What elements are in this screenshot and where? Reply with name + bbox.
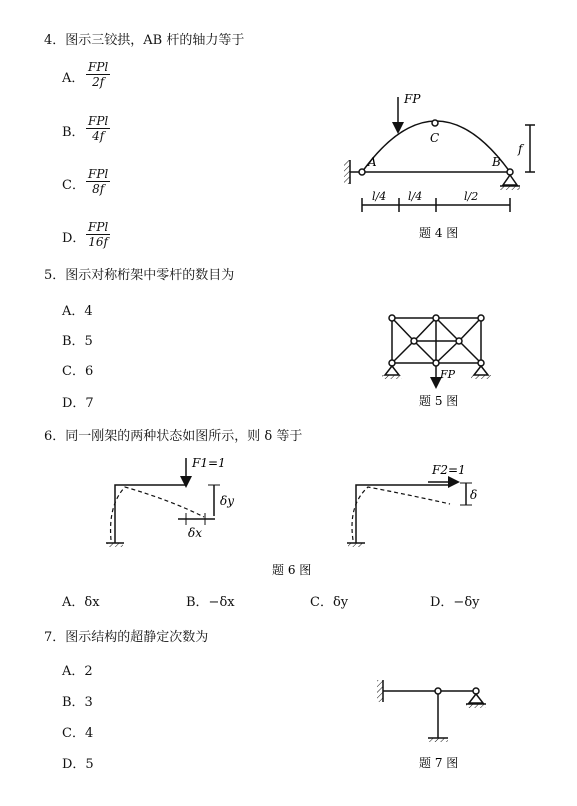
q4-option-c-den: 8f [92, 182, 105, 196]
q6-option-b: B．−δx [186, 595, 235, 610]
fig4-dim-3: l/2 [464, 190, 479, 203]
q5-option-c: C．6 [62, 364, 94, 379]
q5-option-b: B．5 [62, 334, 93, 349]
q4-option-d-den: 16f [88, 235, 108, 249]
q5-option-a: A．4 [62, 304, 93, 319]
q4-option-c-num: FPl [88, 167, 109, 181]
fig6-dx-label: δx [188, 526, 202, 540]
q4-option-d-letter: D． [62, 231, 86, 246]
fig7-caption: 题 7 图 [419, 756, 459, 770]
fig4-dim-1: l/4 [372, 190, 387, 203]
q4-option-a-num: FPl [88, 60, 109, 74]
q4-option-a-den: 2f [92, 75, 105, 89]
fig6-f1-label: F1=1 [192, 456, 226, 470]
fig4-hinge-a [359, 169, 365, 175]
fig4-rise-label: f [518, 142, 523, 156]
q7-option-c: C．4 [62, 726, 94, 741]
q7-option-a: A．2 [62, 664, 93, 679]
fig4-load-label: FP [404, 92, 421, 106]
fig6-state2-diagram [347, 482, 472, 547]
fig4-dim-2: l/4 [408, 190, 423, 203]
q4-stem: 4．图示三铰拱，AB 杆的轴力等于 [44, 33, 245, 48]
fig6-state1-diagram [106, 458, 220, 547]
q4-option-b-letter: B． [62, 125, 85, 140]
q4-option-b-den: 4f [92, 129, 105, 143]
fig4-label-c: C [430, 131, 440, 145]
fig6-d-label: δ [470, 488, 478, 502]
fig5-caption: 题 5 图 [419, 394, 459, 408]
q7-option-d: D．5 [62, 757, 94, 772]
fig7-frame-diagram [377, 680, 486, 742]
q7-option-b: B．3 [62, 695, 93, 710]
q6-option-c: C．δy [310, 595, 349, 610]
fig4-right-support [503, 175, 517, 185]
q5-option-d: D．7 [62, 396, 94, 411]
q6-stem: 6．同一刚架的两种状态如图所示，则 δ 等于 [44, 429, 303, 444]
q4-option-b-num: FPl [88, 114, 109, 128]
q4-option-a-letter: A． [62, 71, 85, 86]
fig5-load-label: FP [440, 368, 456, 381]
fig4-hinge-c [432, 120, 438, 126]
q4-option-d-num: FPl [88, 220, 109, 234]
fig5-truss-diagram [382, 315, 491, 383]
q6-option-d: D．−δy [430, 595, 480, 610]
q6-option-a: A．δx [62, 595, 100, 610]
q7-stem: 7．图示结构的超静定次数为 [44, 630, 209, 645]
q4-option-c-letter: C． [62, 178, 85, 193]
fig6-caption: 题 6 图 [272, 563, 312, 577]
fig6-dy-label: δy [220, 494, 235, 508]
fig4-caption: 题 4 图 [419, 226, 459, 240]
fig4-arch-curve [362, 121, 510, 172]
fig4-label-b: B [492, 155, 501, 169]
q5-stem: 5．图示对称桁架中零杆的数目为 [44, 268, 235, 283]
fig4-label-a: A [368, 155, 377, 169]
fig6-f2-label: F2=1 [432, 463, 466, 477]
